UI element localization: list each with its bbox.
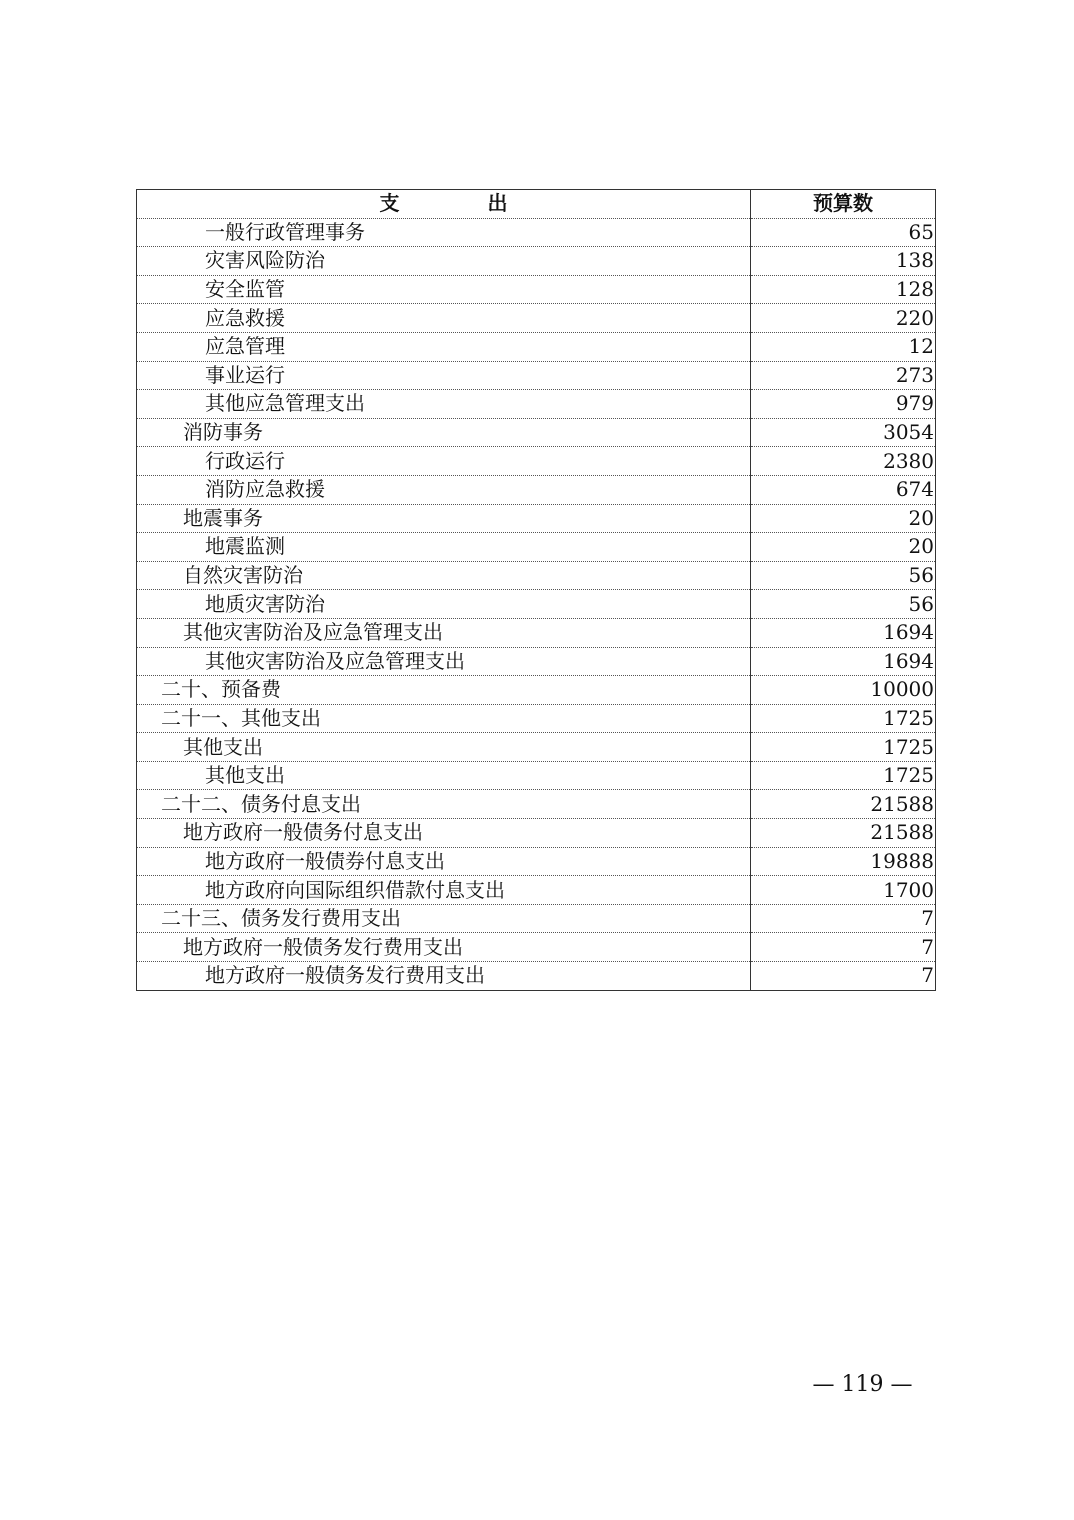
row-value: 10000 (751, 676, 936, 705)
row-value: 7 (751, 933, 936, 962)
row-label: 应急救援 (137, 304, 751, 333)
row-label: 地震事务 (137, 504, 751, 533)
row-label: 地震监测 (137, 533, 751, 562)
header-expenditure-left: 支 (379, 191, 400, 216)
table-row (137, 647, 936, 676)
table-row (137, 819, 936, 848)
row-label: 二十一、其他支出 (137, 704, 751, 733)
table-row (137, 618, 936, 647)
row-value: 1725 (751, 761, 936, 790)
row-label: 二十二、债务付息支出 (137, 790, 751, 819)
row-label: 二十三、债务发行费用支出 (137, 904, 751, 933)
row-value: 12 (751, 332, 936, 361)
row-label: 其他灾害防治及应急管理支出 (137, 647, 751, 676)
row-label: 其他支出 (137, 761, 751, 790)
table-row (137, 390, 936, 419)
table-row (137, 933, 936, 962)
table-body (137, 218, 936, 990)
row-value: 1694 (751, 618, 936, 647)
row-label: 地质灾害防治 (137, 590, 751, 619)
table-row (137, 361, 936, 390)
table-row (137, 418, 936, 447)
row-value: 128 (751, 275, 936, 304)
row-label: 事业运行 (137, 361, 751, 390)
row-value: 1725 (751, 704, 936, 733)
page-number: — 119 — (812, 1372, 913, 1397)
row-value: 21588 (751, 819, 936, 848)
row-label: 自然灾害防治 (137, 561, 751, 590)
table-row (137, 590, 936, 619)
table-row (137, 876, 936, 905)
table-row (137, 676, 936, 705)
table-row (137, 447, 936, 476)
table-header (137, 190, 936, 219)
header-budget-amount: 预算数 (751, 190, 936, 219)
header-row (137, 190, 936, 219)
table-row (137, 847, 936, 876)
row-label: 其他应急管理支出 (137, 390, 751, 419)
table-row (137, 704, 936, 733)
table-row (137, 504, 936, 533)
row-value: 674 (751, 475, 936, 504)
table-row (137, 904, 936, 933)
row-label: 应急管理 (137, 332, 751, 361)
row-value: 2380 (751, 447, 936, 476)
table-row (137, 761, 936, 790)
row-label: 其他灾害防治及应急管理支出 (137, 618, 751, 647)
table-row (137, 304, 936, 333)
row-label: 地方政府向国际组织借款付息支出 (137, 876, 751, 905)
table-row (137, 533, 936, 562)
table-row (137, 218, 936, 247)
row-label: 地方政府一般债务付息支出 (137, 819, 751, 848)
row-label: 行政运行 (137, 447, 751, 476)
row-label: 消防应急救援 (137, 475, 751, 504)
row-label: 地方政府一般债务发行费用支出 (137, 933, 751, 962)
row-value: 20 (751, 504, 936, 533)
header-expenditure (137, 190, 751, 219)
row-label: 消防事务 (137, 418, 751, 447)
table-row (137, 247, 936, 276)
row-value: 1700 (751, 876, 936, 905)
row-label: 安全监管 (137, 275, 751, 304)
row-value: 56 (751, 561, 936, 590)
row-value: 20 (751, 533, 936, 562)
row-label: 灾害风险防治 (137, 247, 751, 276)
row-value: 138 (751, 247, 936, 276)
row-value: 56 (751, 590, 936, 619)
row-label: 其他支出 (137, 733, 751, 762)
table-row (137, 962, 936, 991)
row-value: 19888 (751, 847, 936, 876)
row-value: 273 (751, 361, 936, 390)
row-label: 二十、预备费 (137, 676, 751, 705)
row-value: 1725 (751, 733, 936, 762)
table-row (137, 332, 936, 361)
budget-table (136, 189, 936, 991)
row-value: 220 (751, 304, 936, 333)
row-value: 979 (751, 390, 936, 419)
row-value: 3054 (751, 418, 936, 447)
row-label: 地方政府一般债券付息支出 (137, 847, 751, 876)
table-row (137, 733, 936, 762)
row-value: 7 (751, 962, 936, 991)
header-expenditure-right: 出 (487, 191, 508, 216)
table-row (137, 475, 936, 504)
row-value: 65 (751, 218, 936, 247)
row-value: 21588 (751, 790, 936, 819)
row-label: 一般行政管理事务 (137, 218, 751, 247)
row-value: 7 (751, 904, 936, 933)
table-row (137, 790, 936, 819)
row-value: 1694 (751, 647, 936, 676)
row-label: 地方政府一般债务发行费用支出 (137, 962, 751, 991)
table-row (137, 561, 936, 590)
table-row (137, 275, 936, 304)
